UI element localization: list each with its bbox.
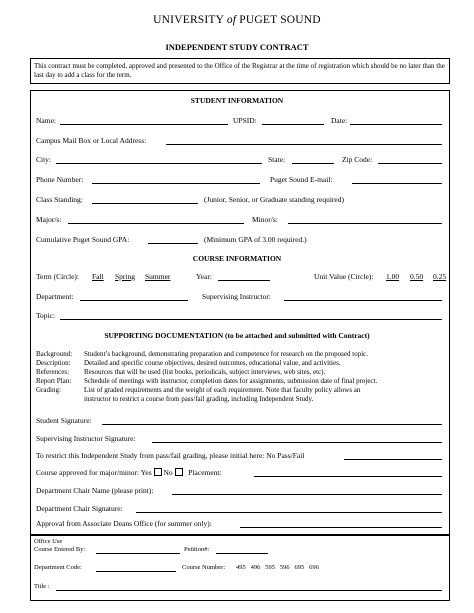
doc-item-label: Description: xyxy=(36,359,71,367)
campus-address-field[interactable] xyxy=(166,144,442,145)
date-label: Date: xyxy=(331,116,348,125)
majors-field[interactable] xyxy=(68,223,244,224)
year-label: Year: xyxy=(196,272,212,281)
logo-university: UNIVERSITY xyxy=(153,14,224,26)
city-field[interactable] xyxy=(56,163,262,164)
notice-box xyxy=(30,58,450,84)
deans-approval-label: Approval from Associate Deans Office (for summer only): xyxy=(36,519,212,528)
unit-option-1[interactable]: 1.00 xyxy=(386,272,400,281)
phone-field[interactable] xyxy=(92,183,260,184)
term-label: Term (Circle): xyxy=(36,272,79,281)
doc-item-text: Schedule of meetings with instructor, completion dates for assignments, submission date of final project. xyxy=(84,377,378,385)
chair-signature-label: Department Chair Signature: xyxy=(36,504,123,513)
office-use-heading: Office Use xyxy=(34,538,63,545)
city-label: City: xyxy=(36,155,52,164)
petition-label: Petition#: xyxy=(184,546,210,553)
campus-address-label: Campus Mail Box or Local Address: xyxy=(36,136,147,145)
term-option-fall[interactable]: Fall xyxy=(92,272,104,281)
unit-value-label: Unit Value (Circle): xyxy=(314,272,374,281)
logo-of: of xyxy=(226,14,237,26)
email-field[interactable] xyxy=(352,183,442,184)
department-code-label: Department Code: xyxy=(34,564,82,571)
instructor-signature-label: Supervising Instructor Signature: xyxy=(36,434,136,443)
form-title: INDEPENDENT STUDY CONTRACT xyxy=(165,42,309,52)
state-label: State: xyxy=(268,155,286,164)
class-standing-note: (Junior, Senior, or Graduate standing required) xyxy=(204,195,344,204)
term-option-summer[interactable]: Summer xyxy=(145,272,171,281)
title-label: Title : xyxy=(34,583,50,590)
class-standing-field[interactable] xyxy=(92,203,198,204)
instructor-field[interactable] xyxy=(284,300,442,301)
class-standing-label: Class Standing: xyxy=(36,195,83,204)
minors-label: Minor/s: xyxy=(252,215,278,224)
placement-label: Placement: xyxy=(188,468,222,477)
date-field[interactable] xyxy=(350,124,442,125)
year-field[interactable] xyxy=(218,280,270,281)
notice-text: This contract must be completed, approved and presented to the Office of the Registrar at the time of registration which should be no later than the last day to add a class for the term. xyxy=(34,62,445,79)
gpa-note: (Minimum GPA of 3.00 required.) xyxy=(204,235,307,244)
name-label: Name: xyxy=(36,116,56,125)
email-label: Puget Sound E-mail: xyxy=(270,175,333,184)
deans-approval-field[interactable] xyxy=(240,527,442,528)
state-field[interactable] xyxy=(292,163,334,164)
name-field[interactable] xyxy=(60,124,228,125)
gpa-field[interactable] xyxy=(148,243,198,244)
term-option-spring[interactable]: Spring xyxy=(115,272,136,281)
title-field[interactable] xyxy=(56,590,442,591)
major-minor-approval xyxy=(36,468,222,477)
logo-puget-sound: PUGET SOUND xyxy=(239,14,321,26)
approval-no-label: No xyxy=(163,468,173,477)
student-signature-label: Student Signature: xyxy=(36,416,92,425)
upsid-label: UPSID: xyxy=(233,116,257,125)
course-info-heading: COURSE INFORMATION xyxy=(192,254,282,263)
approval-yes-label: Course approved for major/minor: Yes xyxy=(36,468,152,477)
doc-item-text: instructor to restrict a course from pass/fail grading, including Independent Study. xyxy=(84,395,314,403)
topic-field[interactable] xyxy=(60,319,442,320)
topic-label: Topic: xyxy=(36,311,56,320)
course-number-options: 495 496 595 596 695 696 xyxy=(236,564,319,571)
yes-checkbox[interactable] xyxy=(154,468,162,476)
supporting-docs-heading: SUPPORTING DOCUMENTATION (to be attached and submitted with Contract) xyxy=(104,331,370,340)
chair-name-field[interactable] xyxy=(172,494,442,495)
student-signature-field[interactable] xyxy=(102,424,442,425)
doc-item-text: List of graded requirements and the weight of each requirement. Note that faculty policy allows an xyxy=(84,386,361,394)
chair-signature-field[interactable] xyxy=(136,512,442,513)
department-field[interactable] xyxy=(80,300,188,301)
pass-fail-initial-field[interactable] xyxy=(344,459,442,460)
zip-field[interactable] xyxy=(378,163,442,164)
zip-label: Zip Code: xyxy=(342,155,373,164)
doc-item-text: Resources that will be used (list books, periodicals, subject interviews, web sites, etc). xyxy=(84,368,326,376)
upsid-field[interactable] xyxy=(262,124,324,125)
course-entered-by-field[interactable] xyxy=(96,553,180,554)
course-number-label: Course Number: xyxy=(182,564,226,571)
petition-field[interactable] xyxy=(216,553,268,554)
department-code-field[interactable] xyxy=(96,571,176,572)
pass-fail-restriction-label: To restrict this Independent Study from pass/fail grading, please initial here: No Pass/Fail xyxy=(36,451,305,460)
doc-item-text: Student’s background, demonstrating preparation and competence for research on the proposed topic. xyxy=(84,350,368,358)
unit-option-025[interactable]: 0.25 xyxy=(433,272,447,281)
majors-label: Major/s: xyxy=(36,215,62,224)
gpa-label: Cumulative Puget Sound GPA: xyxy=(36,235,130,244)
unit-option-050[interactable]: 0.50 xyxy=(410,272,424,281)
department-label: Department: xyxy=(36,292,74,301)
phone-label: Phone Number: xyxy=(36,175,84,184)
doc-item-label: Report Plan: xyxy=(36,377,72,385)
doc-item-label: Background: xyxy=(36,350,73,358)
instructor-signature-field[interactable] xyxy=(152,442,442,443)
student-info-heading: STUDENT INFORMATION xyxy=(190,96,284,105)
doc-item-label: References: xyxy=(36,368,70,376)
instructor-label: Supervising Instructor: xyxy=(202,292,271,301)
course-entered-by-label: Course Entered By: xyxy=(34,546,86,553)
placement-field[interactable] xyxy=(254,476,442,477)
no-checkbox[interactable] xyxy=(175,468,183,476)
doc-item-text: Detailed and specific course objectives, desired outcomes, educational value, and activities. xyxy=(84,359,341,367)
chair-name-label: Department Chair Name (please print): xyxy=(36,486,154,495)
university-logo xyxy=(0,14,474,26)
minors-field[interactable] xyxy=(288,223,442,224)
doc-item-label: Grading: xyxy=(36,386,61,394)
